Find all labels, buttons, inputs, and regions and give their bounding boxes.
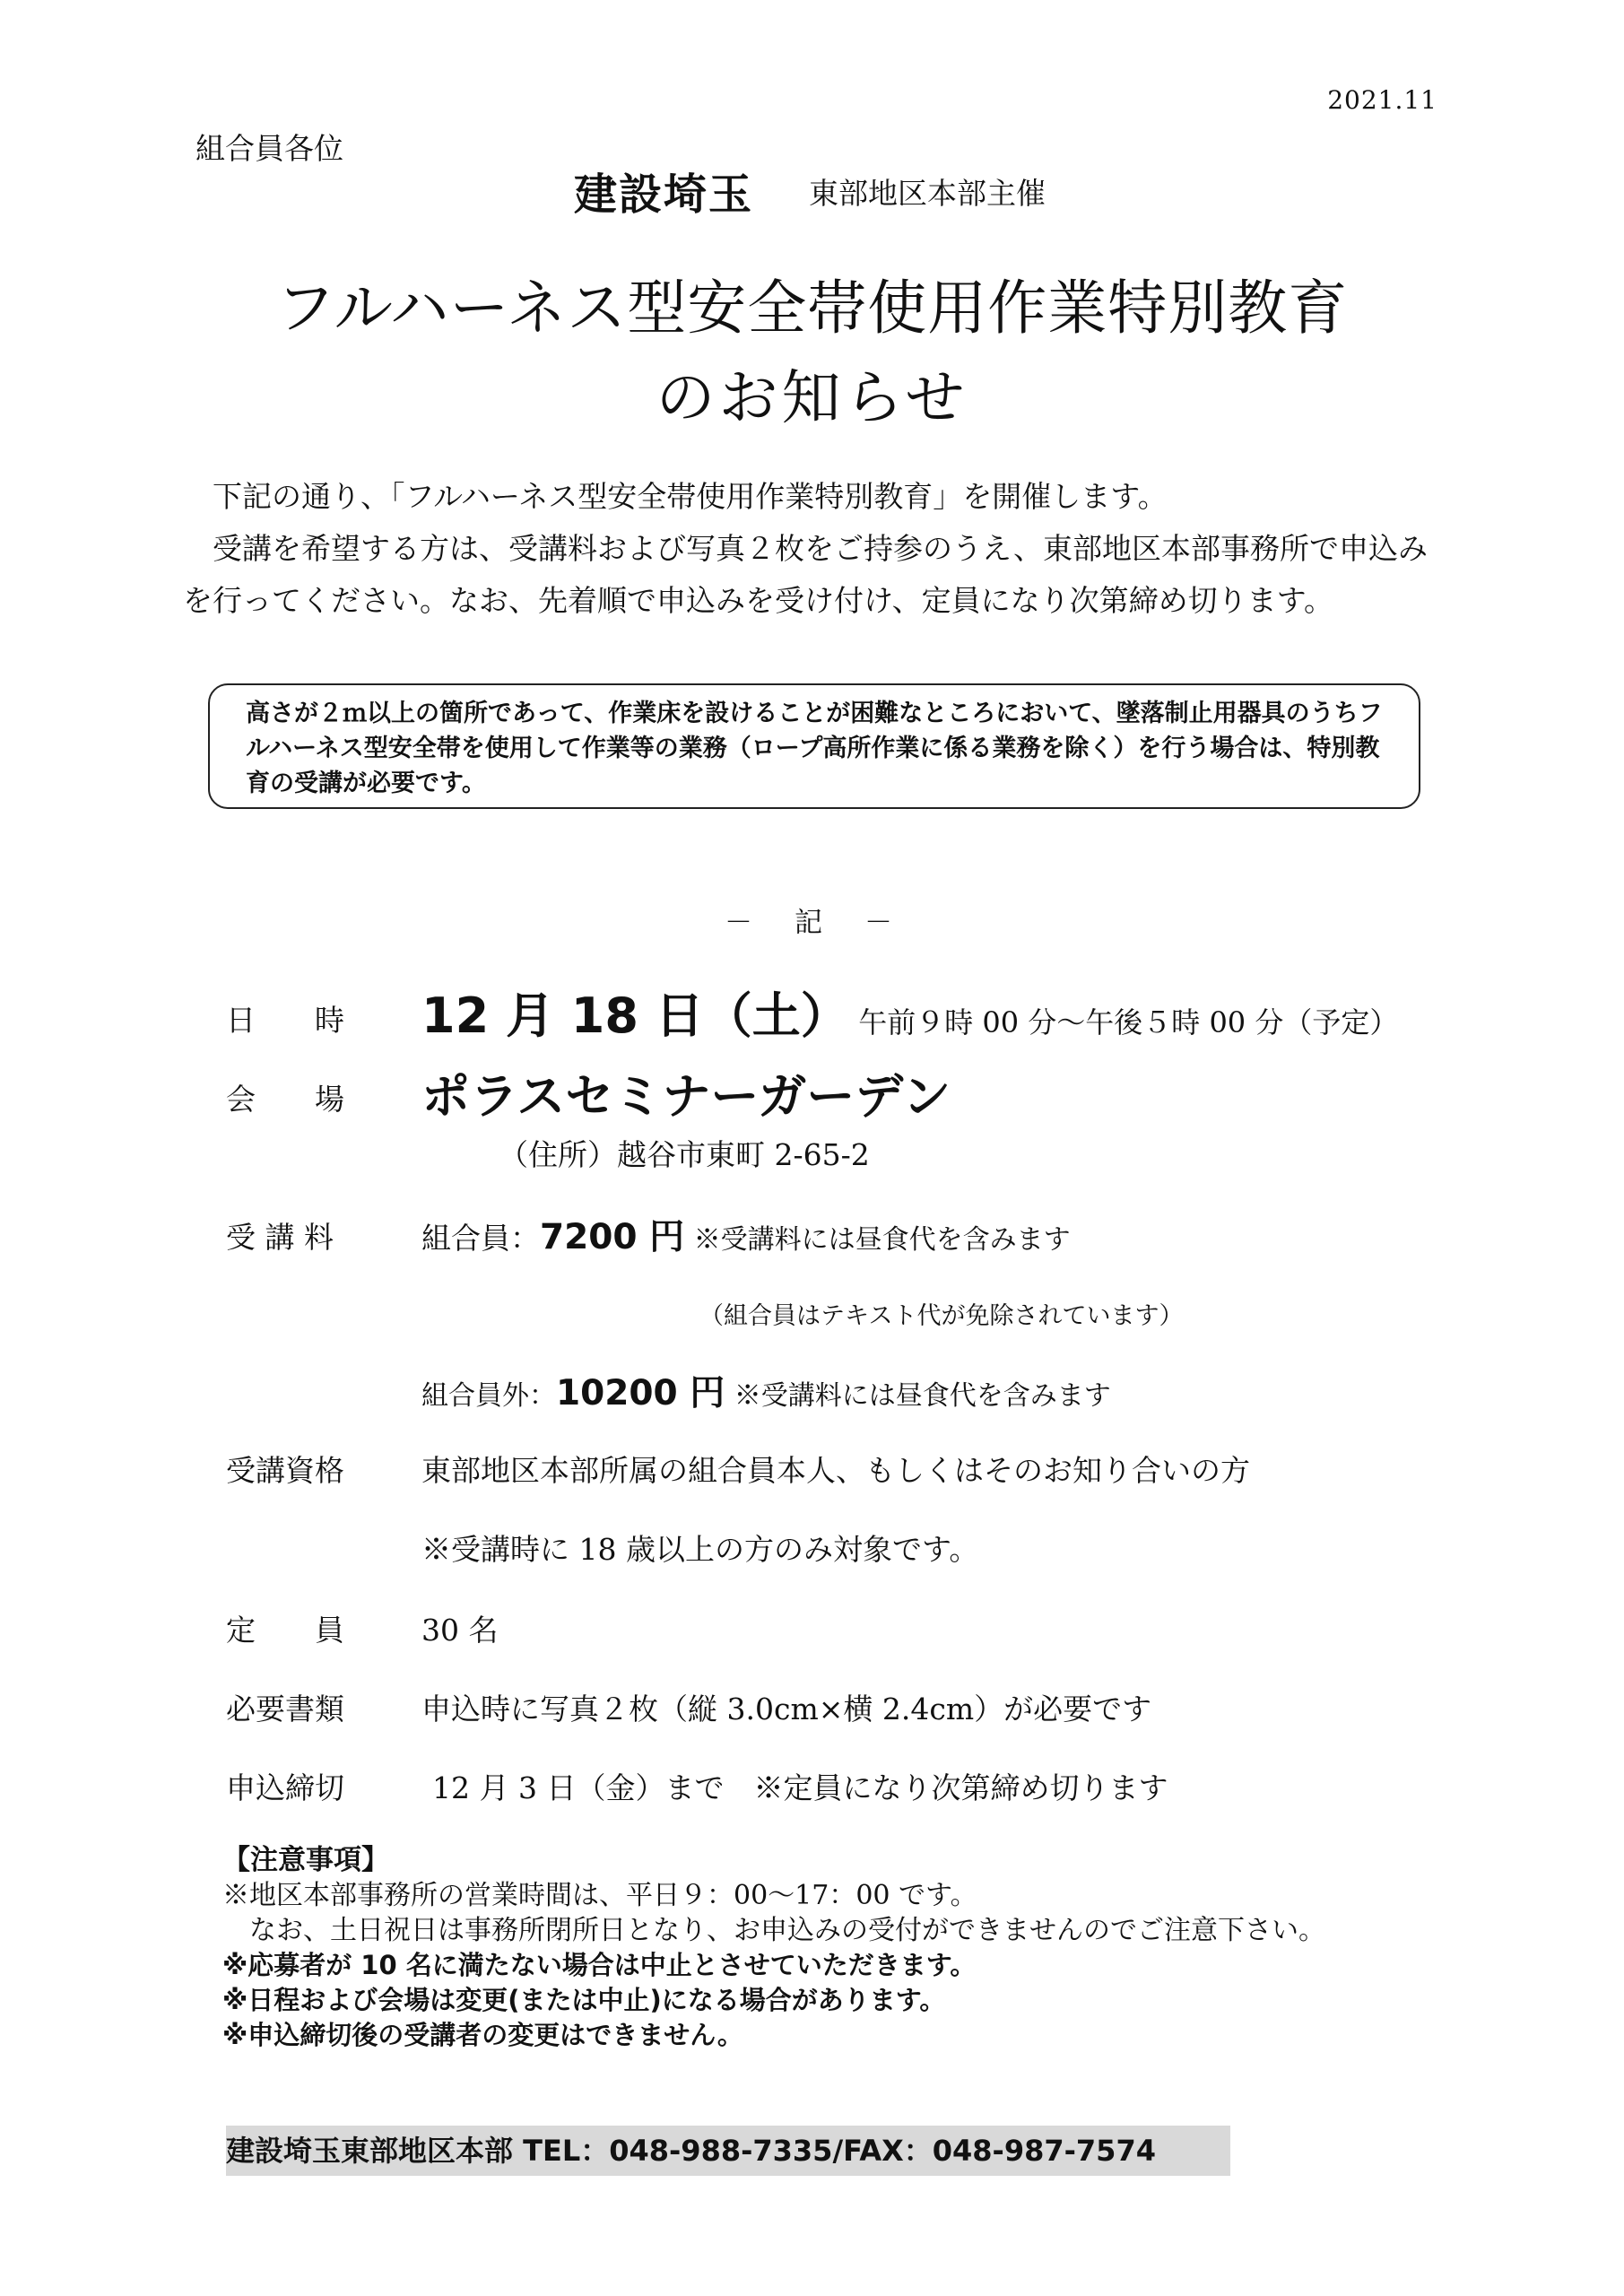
issue-date: 2021.11 <box>1327 85 1437 115</box>
caution-line-bold: ※申込締切後の受講者の変更はできません。 <box>222 2020 743 2050</box>
member-fee-note: ※受講料には昼食代を含みます <box>693 1224 1071 1256</box>
member-fee-subnote: （組合員はテキスト代が免除されています） <box>699 1302 1184 1330</box>
intro-text <box>183 471 1438 627</box>
organization-logo: 建設埼玉 <box>574 170 754 220</box>
cautions-heading: 【注意事項】 <box>222 1844 389 1876</box>
intro-paragraph-2: 受講を希望する方は、受講料および写真２枚をご持参のうえ、東部地区本部事務所で申込みを行ってください。なお、先着順で申込みを受け付け、定員になり次第締め切ります。 <box>183 531 1428 618</box>
nonmember-fee-price: 10200 円 <box>556 1373 725 1413</box>
capacity-value: 30 名 <box>421 1613 499 1648</box>
qualification-note: ※受講時に 18 歳以上の方のみ対象です。 <box>421 1532 979 1567</box>
deadline-label: 申込締切 <box>226 1770 344 1805</box>
qualification-text: 東部地区本部所属の組合員本人、もしくはそのお知り合いの方 <box>421 1453 1250 1488</box>
qualification-label: 受講資格 <box>226 1453 344 1488</box>
nonmember-fee <box>421 1365 1111 1415</box>
caution-line: なお、土日祝日は事務所閉所日となり、お申込みの受付ができませんのでご注意下さい。 <box>222 1915 1325 1946</box>
datetime-label: 日 時 <box>226 1003 344 1038</box>
member-fee <box>421 1209 1071 1259</box>
venue-name: ポラスセミナーガーデン <box>421 1068 951 1125</box>
datetime-value <box>421 978 1398 1047</box>
page-subtitle: のお知らせ <box>656 363 968 432</box>
host-label: 東部地区本部主催 <box>809 176 1046 211</box>
notice-box <box>208 683 1420 809</box>
intro-paragraph-1: 下記の通り、「フルハーネス型安全帯使用作業特別教育」を開催します。 <box>183 479 1168 514</box>
ki-heading: － 記 － <box>725 907 899 939</box>
fee-label: 受 講 料 <box>226 1220 334 1255</box>
venue-label: 会 場 <box>226 1082 344 1117</box>
deadline-value: 12 月 3 日（金）まで ※定員になり次第締め切ります <box>432 1770 1168 1805</box>
nonmember-fee-note: ※受講料には昼食代を含みます <box>734 1380 1111 1412</box>
member-fee-prefix: 組合員： <box>421 1221 540 1256</box>
caution-line-bold: ※応募者が 10 名に満たない場合は中止とさせていただきます。 <box>222 1950 977 1980</box>
addressee: 組合員各位 <box>195 131 343 166</box>
venue-address: （住所）越谷市東町 2-65-2 <box>499 1137 870 1172</box>
contact-info: 建設埼玉東部地区本部 TEL：048-988-7335/FAX：048-987-7574 <box>226 2126 1230 2176</box>
event-date: 12 月 18 日（土） <box>421 987 849 1044</box>
cautions-section <box>222 1843 1325 2053</box>
documents-value: 申込時に写真２枚（縦 3.0cm×横 2.4cm）が必要です <box>421 1692 1152 1726</box>
capacity-label: 定 員 <box>226 1613 344 1648</box>
member-fee-price: 7200 円 <box>540 1217 685 1257</box>
nonmember-fee-prefix: 組合員外： <box>421 1380 556 1412</box>
page-title: フルハーネス型安全帯使用作業特別教育 <box>275 274 1349 343</box>
documents-label: 必要書類 <box>226 1692 344 1726</box>
notice-text: 高さが２ｍ以上の箇所であって、作業床を設けることが困難なところにおいて、墜落制止用器具のうちフルハーネス型安全帯を使用して作業等の業務（ロープ高所作業に係る業務を除く）を行う場合は、特別教育の受講が必要です。 <box>246 700 1383 797</box>
caution-line: ※地区本部事務所の営業時間は、平日９：00～17：00 です。 <box>222 1880 977 1911</box>
event-time: 午前９時 00 分～午後５時 00 分（予定） <box>858 1005 1399 1039</box>
caution-line-bold: ※日程および会場は変更(または中止)になる場合があります。 <box>222 1985 946 2015</box>
